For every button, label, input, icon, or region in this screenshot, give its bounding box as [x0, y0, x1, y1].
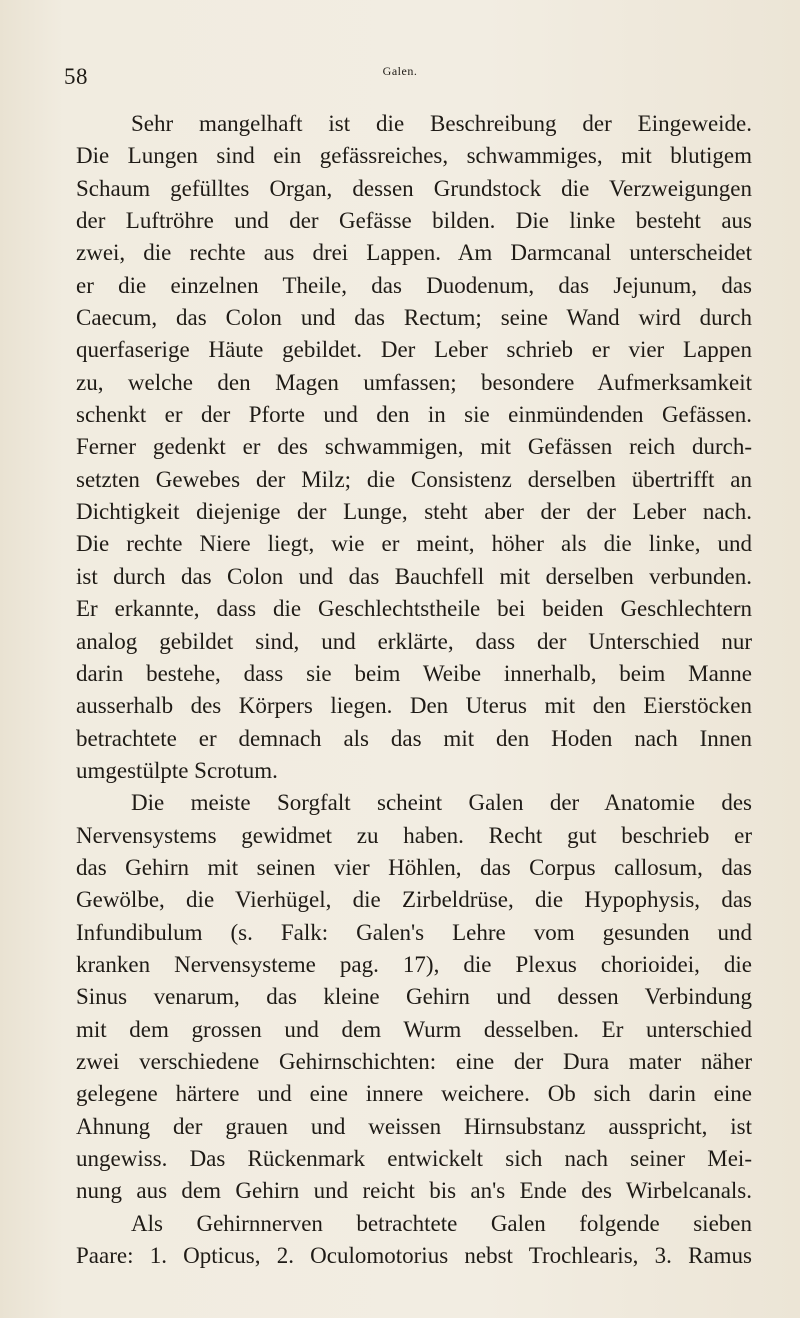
text-line: zwei, die rechte aus drei Lappen. Am Darmcanal unterscheidet — [76, 240, 752, 266]
text-line: gelegene härtere und eine innere weichere. Ob sich darin eine — [76, 1081, 752, 1107]
text-line: analog gebildet sind, und erklärte, dass der Unterschied nur — [76, 628, 752, 654]
body-text — [76, 108, 752, 1272]
text-line: Die rechte Niere liegt, wie er meint, höher als die linke, und — [76, 531, 752, 557]
text-line: der Luftröhre und der Gefässe bilden. Die linke besteht aus — [76, 208, 752, 234]
text-line: Dichtigkeit diejenige der Lunge, steht aber der der Leber nach. — [76, 499, 752, 525]
text-line: Die meiste Sorgfalt scheint Galen der Anatomie des — [131, 790, 752, 816]
text-line: ist durch das Colon und das Bauchfell mit derselben verbunden. — [76, 563, 752, 589]
running-head: Galen. — [382, 64, 418, 78]
text-line: Als Gehirnnerven betrachtete Galen folgende sieben — [131, 1210, 752, 1236]
text-line: Caecum, das Colon und das Rectum; seine Wand wird durch — [76, 305, 752, 331]
text-line: darin bestehe, dass sie beim Weibe innerhalb, beim Manne — [76, 660, 752, 686]
text-line: Er erkannte, dass die Geschlechtstheile bei beiden Geschlechtern — [76, 596, 752, 622]
text-line: nung aus dem Gehirn und reicht bis an's Ende des Wirbelcanals. — [76, 1178, 752, 1204]
text-line: das Gehirn mit seinen vier Höhlen, das Corpus callosum, das — [76, 854, 752, 880]
text-line: Infundibulum (s. Falk: Galen's Lehre vom gesunden und — [76, 919, 752, 945]
text-line: Ferner gedenkt er des schwammigen, mit Gefässen reich durch- — [76, 434, 752, 460]
text-line: zu, welche den Magen umfassen; besondere Aufmerksamkeit — [76, 369, 752, 395]
text-line: zwei verschiedene Gehirnschichten: eine der Dura mater näher — [76, 1048, 752, 1074]
text-line: Nervensystems gewidmet zu haben. Recht gut beschrieb er — [76, 822, 752, 848]
text-line: Gewölbe, die Vierhügel, die Zirbeldrüse, die Hypophysis, das — [76, 887, 752, 913]
text-line: mit dem grossen und dem Wurm desselben. Er unterschied — [76, 1016, 752, 1042]
text-line: setzten Gewebes der Milz; die Consistenz derselben übertrifft an — [76, 466, 752, 492]
text-line: Sinus venarum, das kleine Gehirn und dessen Verbindung — [76, 984, 752, 1010]
text-line: ungewiss. Das Rückenmark entwickelt sich nach seiner Mei- — [76, 1146, 752, 1171]
text-line: querfaserige Häute gebildet. Der Leber schrieb er vier Lappen — [76, 337, 752, 363]
text-line: kranken Nervensysteme pag. 17), die Plexus chorioidei, die — [76, 951, 752, 977]
page-number: 58 — [64, 64, 88, 89]
text-line: Die Lungen sind ein gefässreiches, schwammiges, mit blutigem — [76, 143, 752, 169]
text-line: umgestülpte Scrotum. — [76, 757, 278, 783]
text-line: Paare: 1. Opticus, 2. Oculomotorius nebst Trochlearis, 3. Ramus — [76, 1243, 752, 1269]
text-line: schenkt er der Pforte und den in sie einmündenden Gefässen. — [76, 402, 752, 428]
text-line: Schaum gefülltes Organ, dessen Grundstock die Verzweigungen — [76, 175, 752, 201]
text-line: ausserhalb des Körpers liegen. Den Uterus mit den Eierstöcken — [76, 693, 752, 719]
text-line: Ahnung der grauen und weissen Hirnsubstanz ausspricht, ist — [76, 1113, 752, 1139]
text-line: betrachtete er demnach als das mit den Hoden nach Innen — [76, 725, 752, 751]
text-line: er die einzelnen Theile, das Duodenum, das Jejunum, das — [76, 272, 752, 298]
text-line: Sehr mangelhaft ist die Beschreibung der Eingeweide. — [131, 111, 752, 136]
